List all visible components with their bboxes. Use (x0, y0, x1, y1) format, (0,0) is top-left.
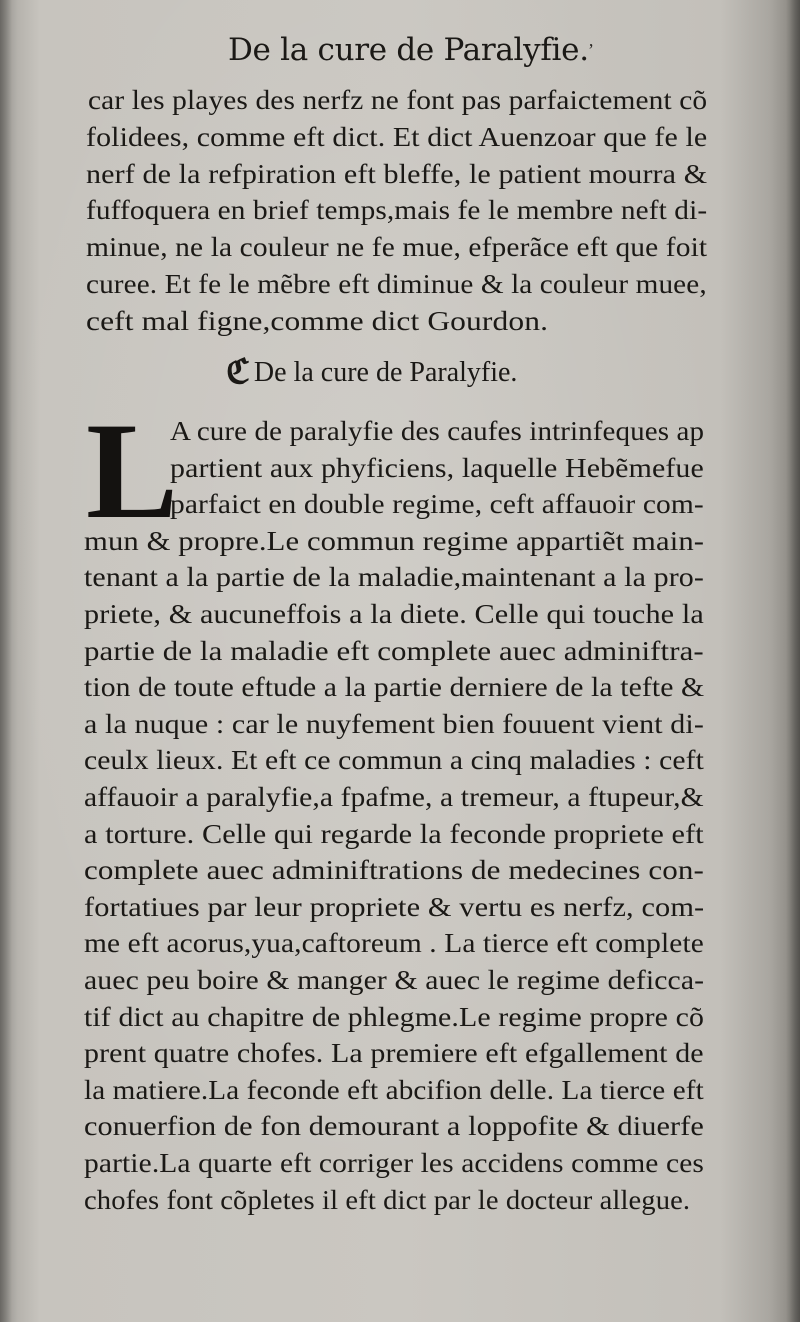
top-para-line: folidees, comme eft dict. Et dict Auenzoar que fe le (86, 120, 708, 152)
top-para-line: curee. Et fe le mẽbre eft diminue & la couleur muee, (86, 268, 707, 299)
main-para-line: chofes font cõpletes il eft dict par le docteur allegue. (84, 1183, 691, 1215)
top-para-line: car les playes des nerfz ne font pas parfaictement cõ (88, 84, 708, 115)
main-para-line: affauoir a paralyfie,a fpafme, a tremeur, a ftupeur,& (84, 781, 704, 812)
main-para-line: parfaict en double regime, ceft affauoir com- (170, 488, 704, 520)
main-para-line: mun & propre.Le commun regime appartiẽt main- (84, 524, 705, 556)
pilcrow-icon: ℭ (226, 354, 250, 391)
main-para-line: la matiere.La feconde eft abcifion delle. La tierce eft (84, 1073, 704, 1105)
main-para-line: tenant a la partie de la maladie,maintenant a la pro- (84, 561, 704, 593)
main-para-line: partient aux phyficiens, laquelle Hebẽmefue (170, 451, 704, 483)
running-head: De la cure de Paralyfie. (228, 32, 589, 68)
main-para-line: complete auec adminiftrations de medecines con- (84, 854, 704, 886)
ink-speck-mark: ʼ (588, 40, 594, 60)
page-gutter-shadow (0, 0, 12, 1322)
main-para-line: tif dict au chapitre de phlegme.Le regime propre cõ (84, 1000, 704, 1032)
main-para-line: ceulx lieux. Et eft ce commun a cinq maladies : ceft (84, 744, 704, 776)
main-para-line: a torture. Celle qui regarde la feconde propriete eft (84, 817, 704, 849)
top-para-line: nerf de la refpiration eft bleffe, le patient mourra & (86, 157, 708, 189)
main-para-line: fortatiues par leur propriete & vertu es nerfz, com- (84, 890, 705, 922)
main-para-line: a la nuque : car le nuyfement bien fouuent vient di- (84, 707, 704, 739)
section-heading-text: De la cure de Paralyfie. (253, 357, 518, 388)
section-heading (226, 350, 517, 390)
main-para-line: priete, & aucuneffois a la diete. Celle qui touche la (84, 598, 704, 629)
main-para-line: prent quatre chofes. La premiere eft efgallement de (84, 1037, 704, 1069)
top-para-line: minue, ne la couleur ne fe mue, efperãce eft que foit (86, 231, 708, 263)
main-para-line: tion de toute eftude a la partie derniere de la tefte & (84, 671, 705, 703)
top-para-line: fuffoquera en brief temps,mais fe le membre neft di- (86, 194, 708, 226)
main-para-line: me eft acorus,yua,caftoreum . La tierce eft complete (84, 927, 704, 959)
top-para-line: ceft mal figne,comme dict Gourdon. (86, 304, 549, 336)
main-para-line: auec peu boire & manger & auec le regime deficca- (84, 964, 705, 995)
drop-cap: L (86, 394, 179, 547)
main-para-line: conuerfion de fon demourant a loppofite & diuerfe (84, 1110, 704, 1142)
main-para-line: A cure de paralyfie des caufes intrinfeques ap (170, 415, 705, 446)
main-para-line: partie.La quarte eft corriger les accidens comme ces (84, 1147, 704, 1178)
page-edge-shadow (786, 0, 800, 1322)
main-para-line: partie de la maladie eft complete auec adminiftra- (84, 634, 704, 666)
